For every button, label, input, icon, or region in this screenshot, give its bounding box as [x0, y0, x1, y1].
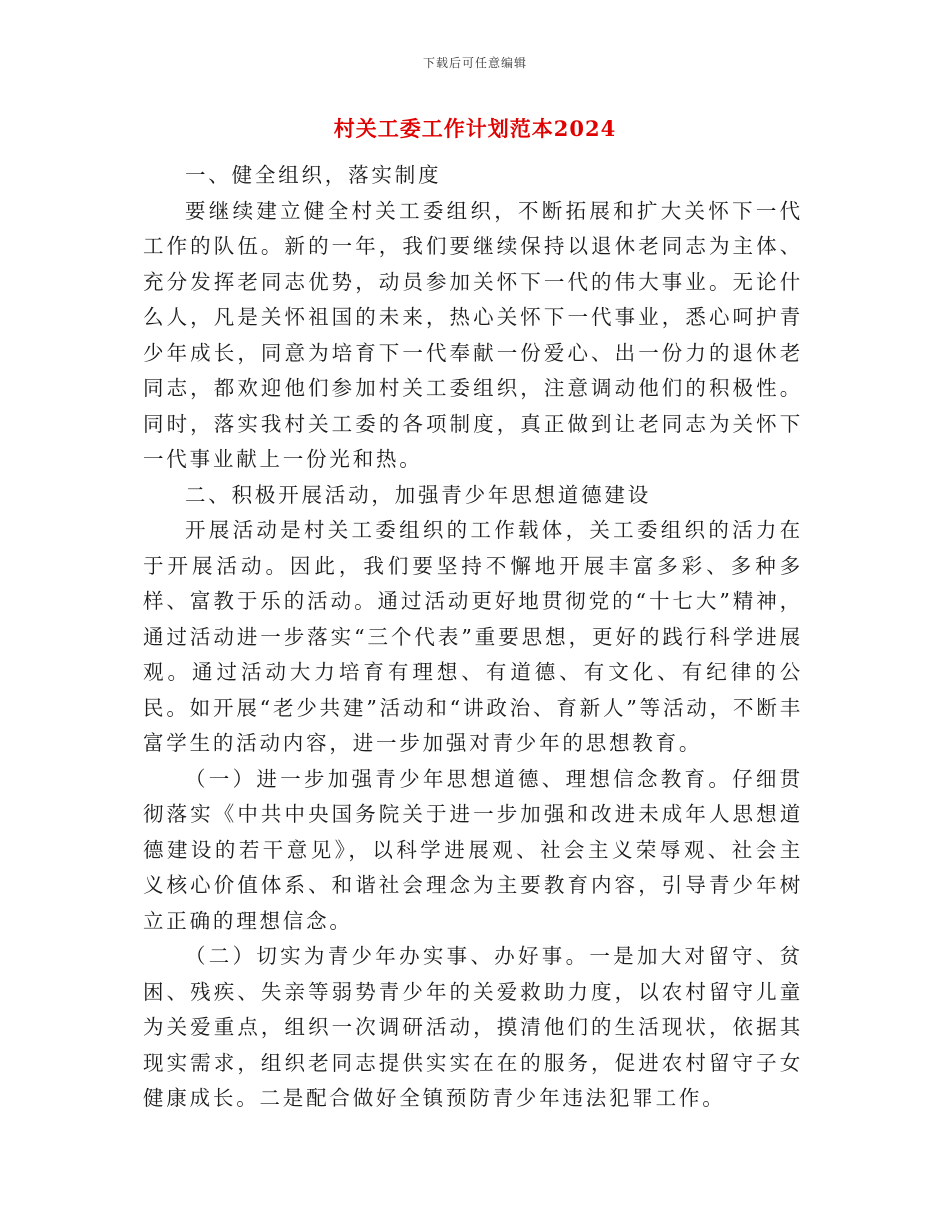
body-paragraph-4: （二）切实为青少年办实事、办好事。一是加大对留守、贫困、残疾、失亲等弱势青少年的关爱救助力度，以农村留守儿童为关爱重点，组织一次调研活动，摸清他们的生活现状，依据其现实需求，组织老同志提供实实在在的服务，促进农村留守子女健康成长。二是配合做好全镇预防青少年违法犯罪工作。: [143, 944, 803, 1110]
section-heading-2: 二、积极开展活动，加强青少年思想道德建设: [185, 482, 651, 507]
body-paragraph-1: 要继续建立健全村关工委组织，不断拓展和扩大关怀下一代工作的队伍。新的一年，我们要继续保持以退休老同志为主体、充分发挥老同志优势，动员参加关怀下一代的伟大事业。无论什么人，凡是关怀祖国的未来，热心关怀下一代事业，悉心呵护青少年成长，同意为培育下一代奉献一份爱心、出一份力的退休老同志，都欢迎他们参加村关工委组织，注意调动他们的积极性。同时，落实我村关工委的各项制度，真正做到让老同志为关怀下一代事业献上一份光和热。: [143, 198, 803, 471]
document-title: 村关工委工作计划范本2024: [333, 116, 617, 141]
header-note: 下载后可任意编辑: [422, 56, 527, 70]
section-heading-1: 一、健全组织，落实制度: [185, 163, 442, 187]
document-body: [143, 158, 803, 1117]
body-paragraph-3: （一）进一步加强青少年思想道德、理想信念教育。仔细贯彻落实《中共中央国务院关于进一步加强和改进未成年人思想道德建设的若干意见》，以科学进展观、社会主义荣辱观、社会主义核心价值体系、和谐社会理念为主要教育内容，引导青少年树立正确的理想信念。: [143, 766, 803, 933]
body-paragraph-2: 开展活动是村关工委组织的工作载体，关工委组织的活力在于开展活动。因此，我们要坚持不懈地开展丰富多彩、多种多样、富教于乐的活动。通过活动更好地贯彻党的“十七大”精神，通过活动进一步落实“三个代表”重要思想，更好的践行科学进展观。通过活动大力培育有理想、有道德、有文化、有纪律的公民。如开展“老少共建”活动和“讲政治、育新人”等活动，不断丰富学生的活动内容，进一步加强对青少年的思想教育。: [143, 518, 803, 755]
